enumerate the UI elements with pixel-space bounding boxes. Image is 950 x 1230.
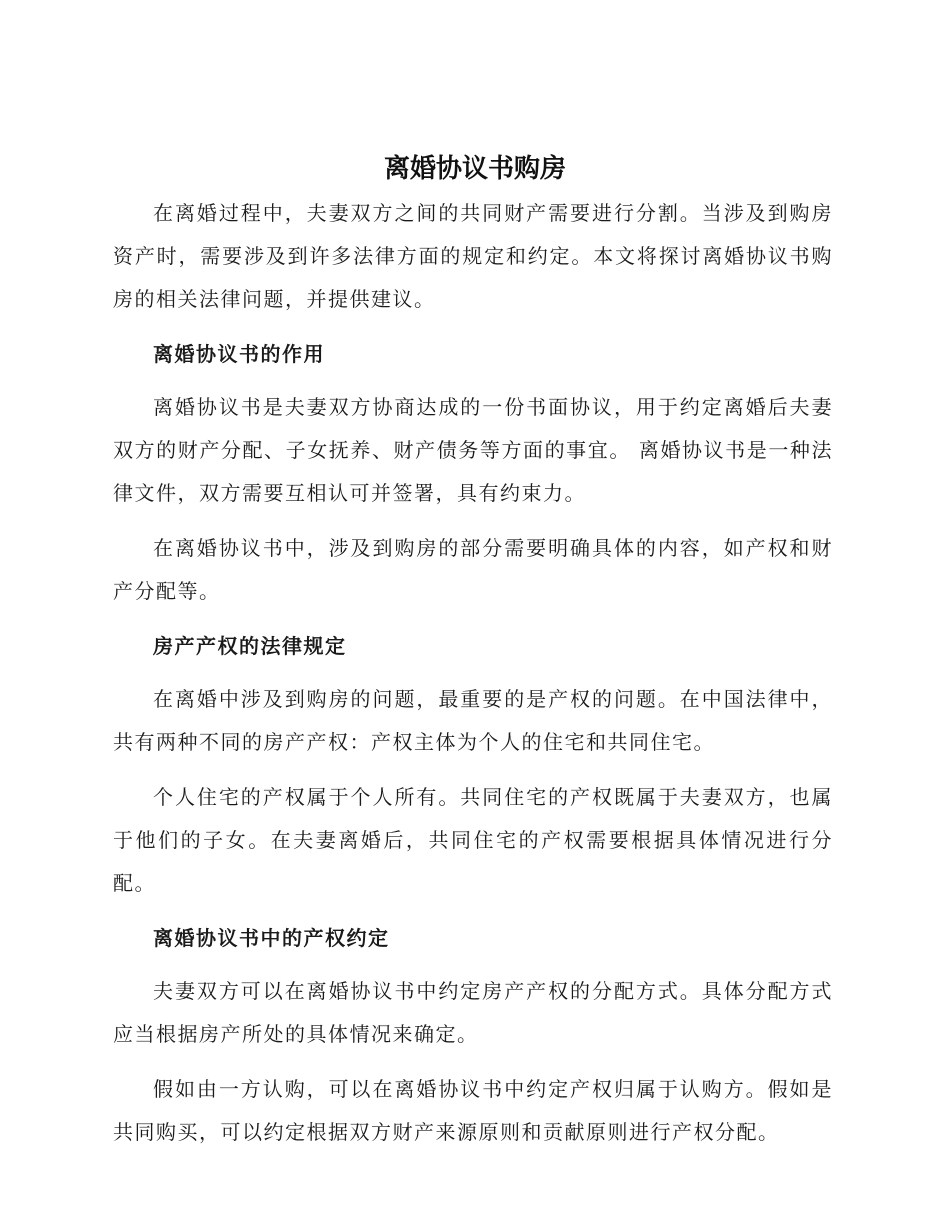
document-title: 离婚协议书购房 xyxy=(383,154,566,184)
section-paragraph: 离婚协议书是夫妻双方协商达成的一份书面协议，用于约定离婚后夫妻双方的财产分配、子女抚养、财产债务等方面的事宜。 离婚协议书是一种法律文件，双方需要互相认可并签署，具有约束力。 xyxy=(113,395,833,505)
intro-paragraph: 在离婚过程中，夫妻双方之间的共同财产需要进行分割。当涉及到购房资产时，需要涉及到许多法律方面的规定和约定。本文将探讨离婚协议书购房的相关法律问题，并提供建议。 xyxy=(113,201,833,311)
section-paragraph: 在离婚中涉及到购房的问题，最重要的是产权的问题。在中国法律中，共有两种不同的房产产权：产权主体为个人的住宅和共同住宅。 xyxy=(113,687,833,754)
section-paragraph: 假如由一方认购，可以在离婚协议书中约定产权归属于认购方。假如是共同购买，可以约定根据双方财产来源原则和贡献原则进行产权分配。 xyxy=(113,1077,833,1144)
document-body xyxy=(113,192,833,1166)
section-paragraph: 个人住宅的产权属于个人所有。共同住宅的产权既属于夫妻双方，也属于他们的子女。在夫妻离婚后，共同住宅的产权需要根据具体情况进行分配。 xyxy=(113,785,833,895)
section-heading-property-law: 房产产权的法律规定 xyxy=(153,634,347,658)
section-heading-agreement-role: 离婚协议书的作用 xyxy=(153,342,325,366)
section-paragraph: 夫妻双方可以在离婚协议书中约定房产产权的分配方式。具体分配方式应当根据房产所处的具体情况来确定。 xyxy=(113,979,833,1046)
section-heading-property-agreement: 离婚协议书中的产权约定 xyxy=(153,926,390,950)
section-paragraph: 在离婚协议书中，涉及到购房的部分需要明确具体的内容，如产权和财产分配等。 xyxy=(113,536,833,603)
